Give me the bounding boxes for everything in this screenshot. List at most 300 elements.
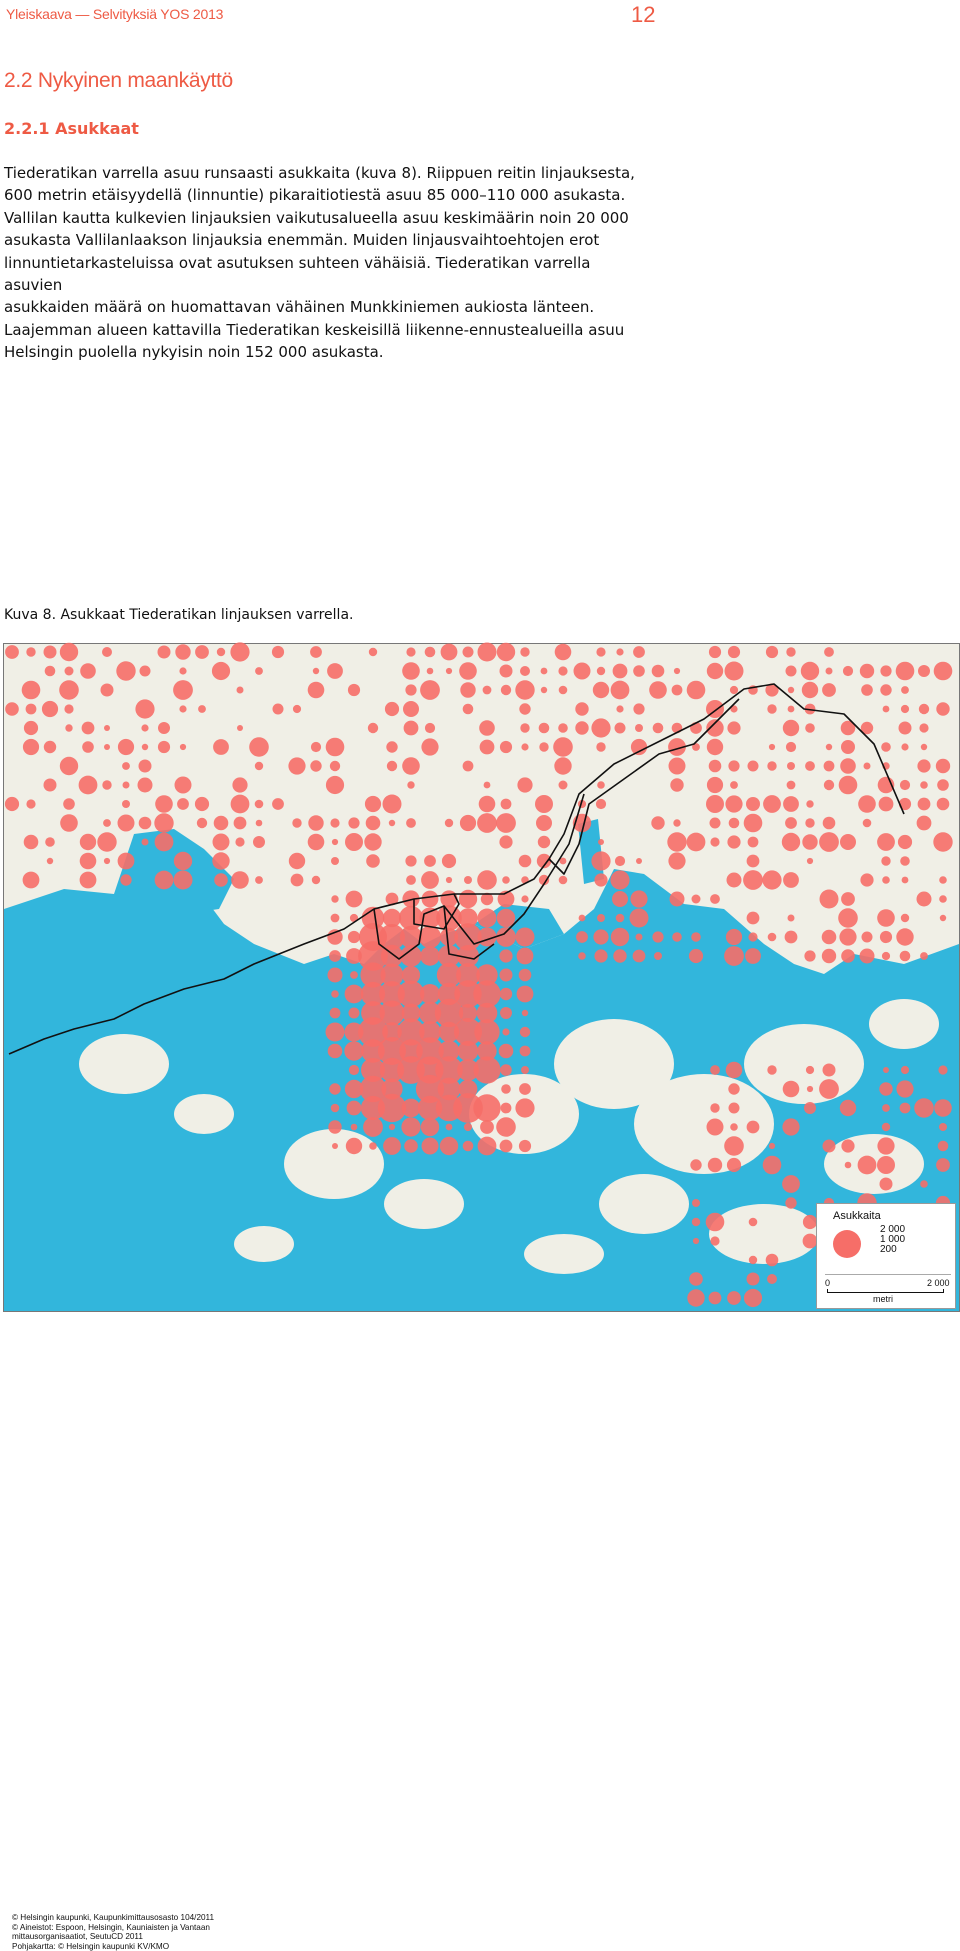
credit-line: mittausorganisaatiot, SeutuCD 2011 [12,1932,143,1942]
population-dot [724,1136,744,1156]
population-dot [478,909,497,928]
population-dot [253,836,265,848]
population-dot [920,952,928,960]
population-dot [177,798,189,810]
population-dot [474,1019,499,1044]
credit-line: Pohjakartta: © Helsingin kaupunki KV/KMO [12,1941,170,1951]
population-dot [785,817,797,829]
population-dot [861,684,873,696]
population-dot [328,1120,341,1133]
legend-value: 200 [880,1244,897,1255]
population-dot [345,833,363,851]
population-dot [483,686,492,695]
population-dot [597,914,605,922]
population-dot [519,855,532,868]
population-dot [747,1273,760,1286]
population-dot [501,1084,511,1094]
population-dot [60,757,78,775]
population-dot [478,1137,497,1156]
population-dot [368,723,378,733]
population-dot [692,1199,700,1207]
population-dot [446,1124,453,1131]
population-dot [311,742,321,752]
population-dot [383,1137,401,1155]
population-dot [747,1121,760,1134]
island [234,1226,294,1262]
population-dot [692,895,701,904]
population-dot [824,761,835,772]
population-dot [769,744,775,750]
population-dot [824,780,834,790]
population-dot [801,662,819,680]
population-dot [383,795,402,814]
population-dot [768,933,777,942]
population-dot [612,891,628,907]
population-dot [668,852,685,869]
population-dot [823,817,836,830]
population-dot [689,1272,703,1286]
population-dot [427,668,434,675]
population-dot [636,858,642,864]
population-dot [500,969,513,982]
population-dot [326,776,344,794]
population-dot [23,739,39,755]
population-dot [805,761,815,771]
population-dot [806,800,813,807]
population-dot [154,813,173,832]
population-dot [404,1139,418,1153]
population-dot [804,1102,816,1114]
population-dot [249,737,269,757]
population-dot [845,1162,852,1169]
body-line: Tiederatikan varrella asuu runsaasti asukkaita (kuva 8). Riippuen reitin linjauksesta, [4,164,635,182]
population-dot [484,782,491,789]
population-dot [860,873,873,886]
population-dot [519,969,532,982]
population-dot [175,644,190,659]
population-dot [710,894,720,904]
population-dot [519,1140,531,1152]
population-dot [272,646,284,658]
population-dot [331,914,340,923]
population-dot [310,646,322,658]
population-dot [346,1138,362,1154]
population-dot [747,855,760,868]
population-dot [635,724,643,732]
population-dot [841,949,855,963]
population-dot [497,643,515,661]
population-dot [232,777,247,792]
legend-divider [825,1274,951,1275]
population-dot [123,782,130,789]
population-dot [237,725,243,731]
population-dot [883,1067,889,1073]
population-dot [598,839,604,845]
population-dot [921,744,927,750]
population-dot [197,818,207,828]
population-dot [745,948,761,964]
population-dot [769,1143,775,1149]
population-dot [420,946,440,966]
population-dot [313,668,319,674]
population-dot [349,1008,360,1019]
population-dot [463,761,474,772]
population-dot [596,799,606,809]
population-dot [707,663,723,679]
population-dot [351,1124,358,1131]
population-dot [45,666,56,677]
population-dot [822,930,837,945]
population-dot [479,720,495,736]
population-dot [918,798,931,811]
population-dot [520,723,529,732]
population-dot [65,667,74,676]
population-dot [445,819,453,827]
population-dot [669,758,686,775]
population-dot [22,681,41,700]
population-dot [762,870,781,889]
population-dot [23,872,40,889]
population-dot [687,833,706,852]
population-dot [707,739,723,755]
population-dot [477,870,497,890]
section-title: 2.2 Nykyinen maankäyttö [4,69,233,92]
population-dot [478,643,497,662]
population-dot [767,1274,777,1284]
body-line: Helsingin puolella nykyisin noin 152 000 asukasta. [4,343,384,362]
population-dot [841,892,855,906]
population-dot [272,798,284,810]
population-dot [746,797,760,811]
population-dot [633,950,646,963]
population-dot [803,1215,817,1229]
population-dot [326,1023,345,1042]
population-dot [480,740,495,755]
population-dot [5,645,19,659]
population-dot [858,795,876,813]
population-dot [559,781,568,790]
population-dot [79,776,98,795]
population-dot [782,833,800,851]
population-dot [841,1139,854,1152]
population-dot [473,1056,500,1083]
population-dot [597,667,605,675]
population-dot [763,795,781,813]
population-dot [369,648,377,656]
population-dot [479,796,496,813]
population-dot [689,949,703,963]
credit-line: © Helsingin kaupunki, Kaupunkimittausosasto 104/2011 [12,1913,215,1922]
population-dot [936,759,950,773]
population-dot [709,760,722,773]
population-dot [446,877,452,883]
population-dot [593,682,609,698]
population-dot [104,858,110,864]
population-dot [939,876,947,884]
population-dot [933,832,952,851]
population-dot [826,668,833,675]
population-dot [212,852,229,869]
population-dot [80,663,96,679]
population-dot [213,739,229,755]
population-dot [785,931,798,944]
population-dot [26,647,35,656]
population-dot [139,760,152,773]
population-dot [539,723,550,734]
population-dot [726,929,742,945]
population-dot [500,1007,512,1019]
population-dot [787,762,795,770]
population-dot [179,705,186,712]
population-dot [500,1064,512,1076]
population-dot [422,891,439,908]
population-dot [501,1103,512,1114]
population-dot [158,741,170,753]
population-dot [672,685,683,696]
population-dot [896,662,915,681]
population-dot [880,684,891,695]
population-dot [421,1118,439,1136]
population-dot [459,890,477,908]
population-dot [724,946,744,966]
population-dot [155,833,174,852]
map-legend [816,1203,956,1309]
population-dot [710,1065,720,1075]
population-dot [710,837,719,846]
population-dot [767,761,776,770]
population-dot [767,704,776,713]
population-dot [348,684,360,696]
population-dot [102,780,111,789]
population-dot [521,895,528,902]
population-dot [331,895,338,902]
population-dot [670,892,685,907]
population-dot [521,1066,529,1074]
population-dot [158,646,171,659]
population-dot [348,817,359,828]
population-dot [500,1140,513,1153]
population-dot [710,1236,719,1245]
population-dot [406,875,416,885]
body-line: Laajemman alueen kattavilla Tiederatikan keskeisillä liikenne-ennustealueilla asuu [4,320,625,339]
body-line: asukkaiden määrä on huomattavan vähäinen Munkkiniemen aukiosta länteen. [4,298,595,317]
population-dot [743,870,763,890]
body-line: linnuntietarkasteluissa ovat asutuksen suhteen vähäisiä. Tiederatikan varrella asuvien [4,253,591,295]
population-dot [407,781,414,788]
population-dot [312,876,320,884]
population-dot [730,1123,738,1131]
population-dot [593,929,608,944]
population-dot [690,1159,701,1170]
population-dot [332,1143,338,1149]
population-dot [441,644,458,661]
population-dot [24,721,38,735]
population-dot [730,781,738,789]
scale-end: 2 000 [927,1278,950,1288]
population-dot [920,781,928,789]
population-dot [365,796,381,812]
population-dot [706,1213,725,1232]
population-dot [899,722,912,735]
body-paragraph [4,162,644,364]
body-line: Vallilan kautta kulkevien linjauksien vaikutusalueella asuu keskimäärin noin 20 000 [4,208,629,227]
population-dot [651,816,664,829]
population-dot [496,1117,516,1137]
map-credits [12,1913,242,1951]
population-dot [424,855,436,867]
population-dot [118,739,134,755]
population-dot [881,742,891,752]
population-dot [500,665,513,678]
population-dot [553,737,573,757]
population-dot [328,1044,343,1059]
population-dot [559,686,568,695]
population-dot [744,814,763,833]
population-dot [26,704,37,715]
population-dot [404,721,419,736]
population-dot [420,680,440,700]
population-dot [783,720,799,736]
population-dot [823,1064,836,1077]
population-dot [936,702,949,715]
population-dot [308,815,323,830]
population-dot [880,931,892,943]
population-dot [917,892,932,907]
population-dot [841,740,855,754]
population-dot [914,1098,934,1118]
population-dot [938,1065,947,1074]
population-dot [174,852,192,870]
population-dot [402,757,420,775]
population-dot [896,928,913,945]
population-dot [520,647,529,656]
population-dot [785,1197,796,1208]
population-dot [496,927,516,947]
population-dot [349,1065,359,1075]
population-dot [500,741,512,753]
population-dot [934,662,953,681]
population-dot [255,876,263,884]
population-dot [521,743,528,750]
population-dot [464,876,472,884]
population-dot [496,813,516,833]
population-dot [824,647,834,657]
population-dot [725,662,744,681]
population-dot [406,818,416,828]
population-dot [633,703,644,714]
population-dot [366,854,380,868]
population-dot [44,646,57,659]
population-dot [630,909,649,928]
population-dot [291,874,304,887]
population-dot [473,1094,500,1121]
population-dot [459,662,477,680]
population-dot [838,908,858,928]
population-dot [385,702,399,716]
population-dot [652,931,663,942]
population-dot [822,683,836,697]
population-dot [65,724,72,731]
population-dot [464,1123,472,1131]
island [284,1129,384,1199]
population-dot [332,839,338,845]
population-dot [103,819,111,827]
population-dot [142,744,148,750]
population-dot [654,952,662,960]
population-dot [615,856,625,866]
population-dot [135,699,154,718]
population-dot [273,704,284,715]
population-dot [47,858,53,864]
population-dot [535,795,553,813]
population-dot [918,665,930,677]
population-dot [839,928,856,945]
population-dot [786,742,796,752]
population-dot [901,743,908,750]
population-dot [611,681,630,700]
population-dot [728,1083,739,1094]
population-dot [118,815,135,832]
population-dot [707,777,723,793]
population-dot [613,949,626,962]
population-dot [693,1238,699,1244]
population-dot [747,912,760,925]
population-dot [687,1289,704,1306]
population-dot [330,761,340,771]
population-dot [516,928,535,947]
population-dot [348,931,360,943]
population-dot [901,686,909,694]
population-dot [195,797,209,811]
population-dot [591,718,610,737]
population-dot [213,834,230,851]
population-dot [179,667,186,674]
population-dot [64,704,73,713]
population-dot [102,647,112,657]
island [174,1094,234,1134]
population-dot [823,1140,836,1153]
population-dot [802,682,818,698]
population-dot [477,813,497,833]
population-dot [288,757,305,774]
population-dot [387,761,397,771]
population-dot [807,1086,813,1092]
population-dot [939,1123,947,1131]
population-dot [763,1156,782,1175]
population-dot [877,909,895,927]
population-dot [500,988,512,1000]
population-dot [574,663,591,680]
legend-symbol [827,1224,867,1264]
population-dot [45,837,55,847]
population-dot [82,722,95,735]
population-dot [256,820,263,827]
population-dot [882,876,890,884]
population-dot [819,1079,839,1099]
population-dot [120,874,131,885]
population-dot [463,1141,474,1152]
population-dot [596,742,605,751]
island [869,999,939,1049]
population-dot [308,682,325,699]
population-dot [860,664,874,678]
population-dot [60,814,78,832]
population-dot [860,949,875,964]
population-dot [541,668,548,675]
population-dot [369,1142,377,1150]
population-dot [939,895,947,903]
population-dot [594,949,607,962]
